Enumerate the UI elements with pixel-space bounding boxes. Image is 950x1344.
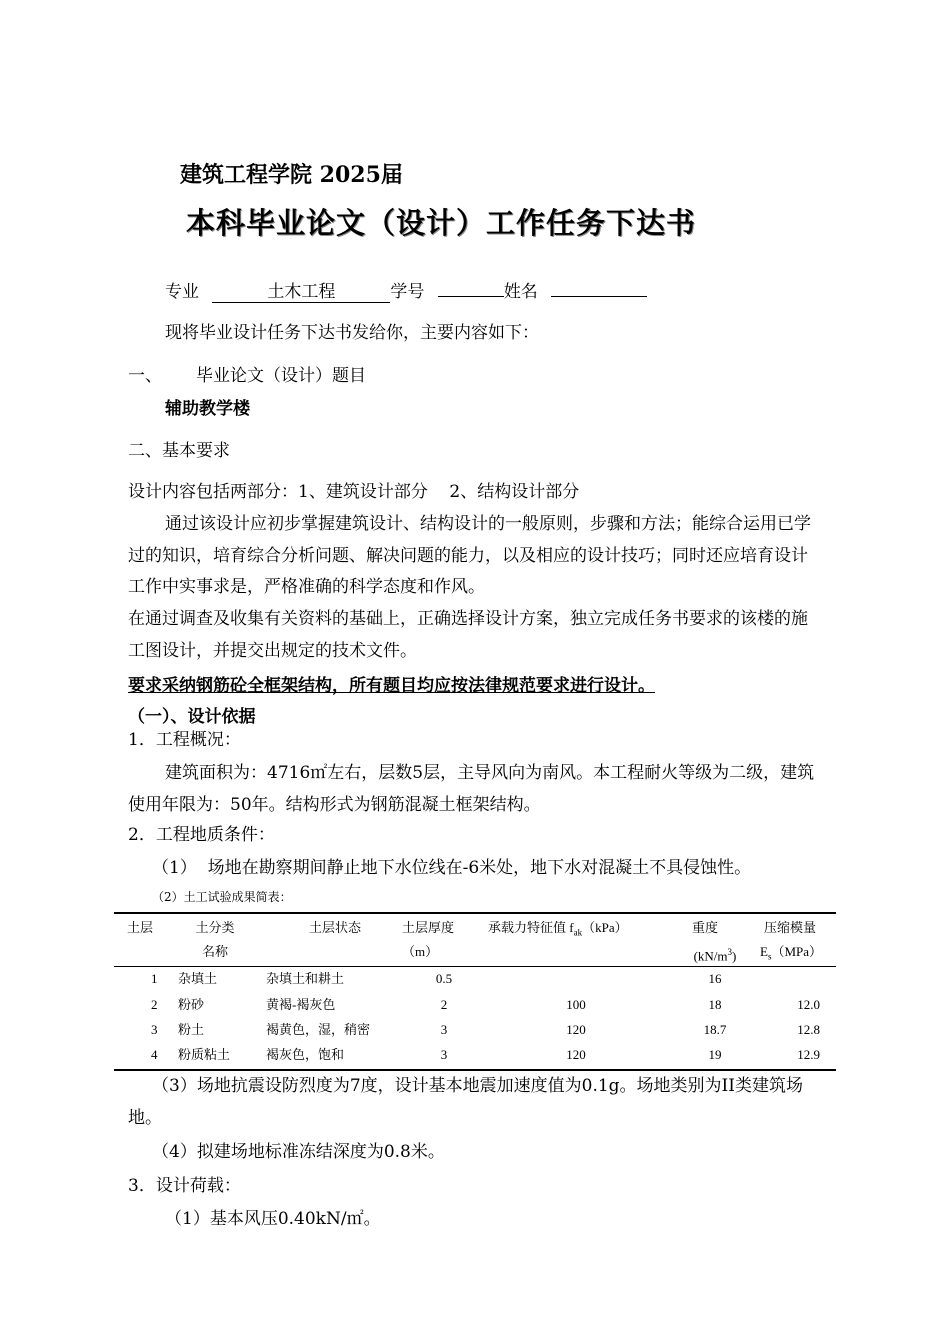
cell-state: 黄褐-褐灰色 [266, 997, 336, 1012]
design-content-line: 设计内容包括两部分：1、建筑设计部分 2、结构设计部分 [128, 482, 580, 502]
col-header-thickness-1: 土层厚度 [402, 920, 455, 935]
cell-thickness: 0.5 [435, 971, 453, 986]
requirement-paragraph-1: 通过该设计应初步掌握建筑设计、结构设计的一般原则，步骤和方法；能综合运用已学过的知识，培育综合分析问题、解决问题的能力，以及相应的设计技巧；同时还应培育设计工作中实事求是，严格准确的科学态度和作风。 [128, 514, 811, 597]
cell-modulus: 12.0 [797, 997, 820, 1012]
section1-title: 毕业论文（设计）题目 [196, 366, 366, 386]
cell-weight: 16 [708, 971, 722, 986]
cell-no: 4 [151, 1047, 158, 1062]
table-top-rule [114, 912, 836, 914]
frost-depth-text: （4）拟建场地标准冻结深度为0.8米。 [152, 1142, 445, 1162]
cell-thickness: 3 [440, 1022, 448, 1037]
col-header-type-2: 名称 [201, 944, 228, 959]
cell-weight: 18.7 [703, 1022, 727, 1037]
major-value: 土木工程 [212, 282, 390, 303]
cell-thickness: 3 [440, 1047, 448, 1062]
groundwater-text: （1） 场地在勘察期间静止地下水位线在-6米处，地下水对混凝土不具侵蚀性。 [152, 858, 752, 878]
cell-modulus: 12.9 [797, 1047, 820, 1062]
section2-title: 二、基本要求 [128, 441, 230, 461]
cell-name: 粉质粘土 [178, 1047, 231, 1062]
student-id-label: 学号 [390, 282, 425, 302]
table-header-rule [114, 966, 836, 967]
col-header-weight-2: $(kN/m^3)$ [693, 947, 737, 964]
col-header-state: 土层状态 [309, 920, 362, 935]
thesis-topic: 辅助教学楼 [165, 399, 250, 419]
geology-title: 2．工程地质条件： [128, 825, 275, 845]
document-title: 本科毕业论文（设计）工作任务下达书 [186, 206, 697, 240]
cell-name: 杂填土 [178, 971, 218, 986]
design-load-title: 3．设计荷载： [128, 1176, 241, 1196]
cell-state: 褐黄色，湿，稍密 [266, 1022, 371, 1037]
name-value [551, 296, 647, 297]
project-overview-title: 1．工程概况： [128, 730, 241, 750]
col-header-layer: 土层 [127, 920, 154, 935]
project-overview-text: 建筑面积为：4716㎡左右，层数5层，主导风向为南风。本工程耐火等级为二级，建筑使用年限为：50年。结构形式为钢筋混凝土框架结构。 [128, 763, 815, 815]
cell-modulus: 12.8 [797, 1022, 820, 1037]
seismic-text: （3）场地抗震设防烈度为7度，设计基本地震加速度值为0.1g。场地类别为II类建筑场地。 [128, 1076, 803, 1128]
student-info-line [165, 281, 647, 303]
col-header-modulus-2: $E_s(MPa)$ [760, 944, 823, 962]
design-basis-title: （一）、设计依据 [128, 707, 256, 727]
cell-name: 粉砂 [178, 997, 205, 1012]
cell-thickness: 2 [440, 997, 448, 1012]
cell-bearing: 120 [566, 1047, 586, 1062]
col-header-modulus-1: 压缩模量 [764, 920, 817, 935]
cell-bearing: 120 [566, 1022, 586, 1037]
col-header-thickness-2: （m） [402, 944, 439, 959]
cell-no: 2 [151, 997, 158, 1012]
cell-no: 3 [151, 1022, 158, 1037]
section1-number: 一、 [128, 366, 162, 386]
cell-no: 1 [151, 971, 158, 986]
school-line: 建筑工程学院 2025届 [180, 162, 403, 188]
col-header-weight-1: 重度 [691, 920, 718, 935]
cell-bearing: 100 [566, 997, 586, 1012]
major-label: 专业 [165, 282, 199, 302]
cell-state: 褐灰色，饱和 [266, 1047, 345, 1062]
col-header-bearing: 承载力特征值 $f_{ak}(kPa)$ [488, 920, 628, 938]
cell-state: 杂填土和耕土 [266, 971, 345, 986]
table-caption: （2）土工试验成果简表： [152, 890, 292, 904]
structure-requirement: 要求采纳钢筋砼全框架结构，所有题目均应按法律规范要求进行设计。 [128, 676, 655, 696]
student-id-value [438, 296, 504, 297]
wind-pressure-text: （1）基本风压0.40kN/㎡。 [165, 1209, 381, 1229]
cell-weight: 18 [708, 997, 722, 1012]
cell-weight: 19 [708, 1047, 722, 1062]
cell-name: 粉土 [178, 1022, 205, 1037]
name-label: 姓名 [503, 282, 538, 302]
requirement-paragraph-2: 在通过调查及收集有关资料的基础上，正确选择设计方案，独立完成任务书要求的该楼的施工图设计，并提交出规定的技术文件。 [128, 609, 808, 661]
intro-text: 现将毕业设计任务下达书发给你，主要内容如下： [165, 323, 539, 343]
col-header-type-1: 土分类 [195, 920, 235, 935]
